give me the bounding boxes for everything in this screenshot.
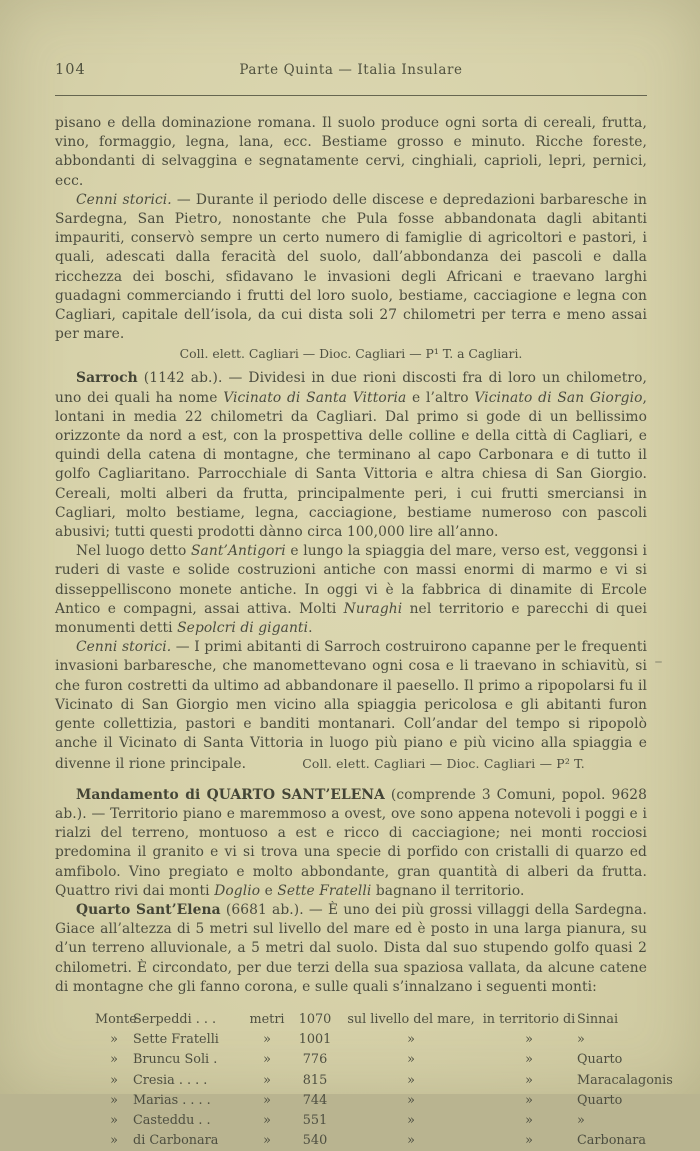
metri-label: metri xyxy=(249,1011,285,1027)
text-run: Sepolcri di giganti xyxy=(177,620,309,637)
text-run: , lontani in media 22 chilometri da Cagliari. Dal primo si gode di un bellissimo orizzonte da nord a est, con la prospettiva delle colline e della città di Cagliari, e quindi della catena di montagne, che terminano al capo Carbonara e di tutto il golfo Cagliaritano. Parrocchiale di Santa Vittoria e altra chiesa di San Giorgio. Cereali, molti alberi da frutta, principalmente peri, i cui frutti smerciansi in Cagliari, molto bestiame, legna, cacciagione, bestiame numeroso con pascoli abusivi; tutti questi prodotti dànno circa 100,000 lire all’anno. xyxy=(55,389,647,541)
paragraph-sant-antigori xyxy=(55,542,647,638)
height-m: 1001 xyxy=(298,1032,332,1048)
mountain-name: Serpeddi . . . xyxy=(133,1011,217,1027)
colophon-cagliari-2: Coll. elett. Cagliari — Dioc. Cagliari — P² T. xyxy=(302,755,585,771)
height-m: 1070 xyxy=(298,1011,332,1027)
territory-name: Carbonara xyxy=(577,1133,647,1149)
paragraph-sarroch xyxy=(55,369,647,542)
text-run: . xyxy=(308,620,313,637)
page-content xyxy=(55,62,673,1151)
territory-name: Sinnai xyxy=(577,1011,619,1027)
paragraph-quarto-sant-elena xyxy=(55,901,647,997)
monte-label: Monte xyxy=(95,1011,137,1027)
table-row xyxy=(95,1091,647,1111)
metri-label: » xyxy=(263,1133,271,1149)
text-run: Vicinato di San Giorgio xyxy=(474,389,643,406)
paragraph-pisano-continuation xyxy=(55,114,647,191)
sea-level-ref: sul livello del mare, xyxy=(347,1011,475,1027)
metri-label: » xyxy=(263,1072,271,1088)
sea-level-ref: » xyxy=(407,1092,415,1108)
metri-label: » xyxy=(263,1112,271,1128)
text-run: Sette Fratelli xyxy=(277,882,372,899)
text-run: (comprende 3 Comuni, popol. 9628 ab.). — Territorio piano e maremmoso a ovest, ove sono appena notevoli i poggi e i rialzi del terreno, montuoso a est e ricco di cacciagione; nei monti rocciosi predomina il granito e vi si trova una specie di porfido con cristalli di quarzo ed amfibolo. Vino pregiato e molto abbondante, gran quantità di alberi da frutta. Quattro rivi dai monti xyxy=(55,786,648,899)
sea-level-ref: » xyxy=(407,1052,415,1068)
mountain-name: Cresia . . . . xyxy=(133,1072,208,1088)
territory-name: » xyxy=(577,1112,585,1128)
cenni-storici-lead: Cenni storici. xyxy=(76,191,172,208)
page-number: 104 xyxy=(55,62,86,78)
metri-label: » xyxy=(263,1092,271,1108)
territory-name: Quarto xyxy=(577,1092,623,1108)
territory-label: » xyxy=(525,1032,533,1048)
mandamento-name: Mandamento di QUARTO SANT’ELENA xyxy=(76,786,385,803)
comune-name-sarroch: Sarroch xyxy=(76,370,138,387)
table-row xyxy=(95,1030,647,1050)
text-run: Vicinato di Santa Vittoria xyxy=(223,389,407,406)
height-m: 540 xyxy=(302,1133,328,1149)
table-row xyxy=(95,1010,647,1030)
sea-level-ref: » xyxy=(407,1072,415,1088)
cenni-storici-lead: Cenni storici. xyxy=(76,639,172,656)
colophon-cagliari-1: Coll. elett. Cagliari — Dioc. Cagliari — P¹ T. a Cagliari. xyxy=(179,346,523,362)
territory-name: Quarto xyxy=(577,1052,623,1068)
text-run: Sant’Antigori xyxy=(191,543,286,560)
mountain-name: di Carbonara xyxy=(133,1133,219,1149)
text-run: Nel luogo detto xyxy=(76,543,191,560)
text-run: pisano e della dominazione romana. Il suolo produce ogni sorta di cereali, frutta, vino, formaggio, legna, lana, ecc. Bestiame grosso e minuto. Ricche foreste, abbondanti di selvaggina e segnatamente cervi, cinghiali, caprioli, lepri, pernici, ecc. xyxy=(55,115,647,189)
text-run: — Durante il periodo delle discese e depredazioni barbaresche in Sardegna, San Pietro, nonostante che Pula fosse abbandonata dagli abitanti impauriti, conservò sempre un certo numero di famiglie di agricoltori e pastori, i quali, adescati dalla feracità del suolo, dall’abbondanza dei pascoli e dalla ricchezza dei boschi, sfidavano le invasioni degli Africani e traevano larghi guadagni commerciando i frutti del loro suolo, bestiame, cacciagione e legna con Cagliari, capitale dell’isola, da cui dista soli 27 chilometri per terra e meno assai per mare. xyxy=(55,191,647,343)
monte-label: » xyxy=(110,1072,118,1088)
metri-label: » xyxy=(263,1052,271,1068)
table-row xyxy=(95,1131,647,1151)
monte-label: » xyxy=(110,1112,118,1128)
monte-label: » xyxy=(110,1032,118,1048)
paragraph-cenni-storici-san-pietro xyxy=(55,191,647,345)
mountain-name: Bruncu Soli . xyxy=(133,1052,218,1068)
header-rule xyxy=(55,95,647,96)
paragraph-cenni-storici-sarroch xyxy=(55,638,647,773)
page-header xyxy=(55,62,647,78)
text-run: (6681 ab.). — È uno dei più grossi villaggi della Sardegna. Giace all’altezza di 5 metri sul livello del mare ed è posto in una larga pianura, su d’un terreno alluvionale, a 5 metri dal suolo. Dista dal suo stupendo golfo quasi 2 chilometri. È circondato, per due terzi della sua spaziosa vallata, da alcune catene di montagne che gli fanno corona, e sulle quali s’innalzano i seguenti monti: xyxy=(55,901,647,995)
text-run: e xyxy=(260,882,278,899)
territory-label: » xyxy=(525,1052,533,1068)
sea-level-ref: » xyxy=(407,1032,415,1048)
mountain-name: Sette Fratelli xyxy=(133,1032,219,1048)
comune-name-quarto-sant-elena: Quarto Sant’Elena xyxy=(76,901,221,918)
territory-label: » xyxy=(525,1133,533,1149)
mountains-table xyxy=(95,1010,673,1151)
text-run: e l’altro xyxy=(406,389,475,406)
table-row xyxy=(95,1071,673,1091)
territory-label: » xyxy=(525,1072,533,1088)
text-run: e lungo la spiaggia del mare, verso est, veggonsi i ruderi di vaste e solide costruzioni antiche con massi enormi di marmo e vi si disseppelliscono monete antiche. In oggi vi è la fabbrica di dinamite di Ercole Antico e compagni, assai attiva. Molti xyxy=(55,543,647,617)
monte-label: » xyxy=(110,1052,118,1068)
paragraph-mandamento-quarto xyxy=(55,786,647,901)
height-m: 744 xyxy=(302,1092,328,1108)
territory-label: » xyxy=(525,1092,533,1108)
text-run: (1142 ab.). — Dividesi in due rioni discosti fra di loro un chilometro, uno dei quali ha nome xyxy=(55,370,647,406)
text-run: bagnano il territorio. xyxy=(371,882,525,899)
territory-name: » xyxy=(577,1032,585,1048)
text-run: nel territorio e parecchi di quei monumenti detti xyxy=(55,600,647,637)
territory-label: » xyxy=(525,1112,533,1128)
monte-label: » xyxy=(110,1092,118,1108)
height-m: 551 xyxy=(302,1112,328,1128)
table-row xyxy=(95,1050,647,1070)
running-title: Parte Quinta — Italia Insulare xyxy=(239,62,463,78)
mountain-name: Marias . . . . xyxy=(133,1092,211,1108)
height-m: 776 xyxy=(302,1052,328,1068)
margin-mark xyxy=(655,661,662,663)
text-run: Nuraghi xyxy=(343,600,403,617)
text-run: Doglio xyxy=(214,882,261,899)
monte-label: » xyxy=(110,1133,118,1149)
mountain-name: Casteddu . . xyxy=(133,1112,211,1128)
table-row xyxy=(95,1111,647,1131)
height-m: 815 xyxy=(302,1072,328,1088)
sea-level-ref: » xyxy=(407,1133,415,1149)
territory-name: Maracalagonis xyxy=(577,1072,673,1088)
text-run: — I primi abitanti di Sarroch costruirono capanne per le frequenti invasioni barbaresche, che manomettevano ogni cosa e li traevano in schiavitù, si che furon costretti da ultimo ad abbandonare il paesello. Il primo a ripopolarsi fu il Vicinato di San Giorgio men vicino alla spiaggia pericolosa e gli abitanti furon gente collettizia, pastori e banditi montanari. Coll’andar del tempo si ripopolò anche il Vicinato di Santa Vittoria in luogo più piano e più vicino alla spiaggia e divenne il rione principale. xyxy=(55,639,647,772)
territory-label: in territorio di xyxy=(482,1011,576,1027)
metri-label: » xyxy=(263,1032,271,1048)
sea-level-ref: » xyxy=(407,1112,415,1128)
